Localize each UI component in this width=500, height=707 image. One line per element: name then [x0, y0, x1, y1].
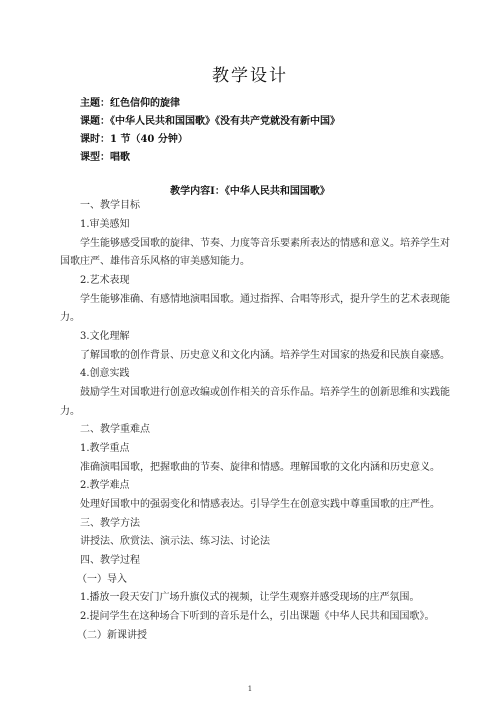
heading-objectives: 一、教学目标 — [80, 200, 140, 211]
paragraph-line: 准确演唱国歌，把握歌曲的节奏、旋律和情感。理解国歌的文化内涵和历史意义。 — [80, 462, 440, 473]
paragraph-line: 学生能够感受国歌的旋律、节奏、力度等音乐要素所表达的情感和意义。培养学生对 — [80, 238, 450, 249]
paragraph-line: 1.播放一段天安门广场升旗仪式的视频，让学生观察并感受现场的庄严氛围。 — [80, 592, 420, 603]
paragraph-line: 力。 — [60, 312, 80, 323]
heading-process: 四、教学过程 — [80, 555, 140, 566]
theme-row — [80, 94, 180, 109]
type-label: 课型： — [80, 152, 110, 163]
type-value: 唱歌 — [110, 152, 130, 163]
subheading-creative: 4.创意实践 — [80, 368, 130, 379]
hours-label: 课时： — [80, 134, 110, 145]
paragraph-line: 处理好国歌中的强弱变化和情感表达。引导学生在创意实践中尊重国歌的庄严性。 — [80, 499, 440, 510]
paragraph-line: 鼓励学生对国歌进行创意改编或创作相关的音乐作品。培养学生的创新思维和实践能 — [80, 387, 450, 398]
theme-value: 红色信仰的旋律 — [110, 98, 180, 109]
paragraph-line: 学生能够准确、有感情地演唱国歌。通过指挥、合唱等形式，提升学生的艺术表现能 — [80, 294, 450, 305]
type-row — [80, 148, 130, 163]
lesson-label: 课题： — [80, 116, 110, 127]
hours-value: 1 节（40 分钟） — [110, 134, 188, 145]
page-title: 教学设计 — [212, 66, 288, 86]
paragraph-line: 2.提问学生在这种场合下听到的音乐是什么，引出课题《中华人民共和国国歌》。 — [80, 611, 435, 622]
subheading-difficulty: 2.教学难点 — [80, 480, 130, 491]
subheading-new-lesson: （二）新课讲授 — [77, 630, 147, 641]
paragraph-line: 讲授法、欣赏法、演示法、练习法、讨论法 — [80, 536, 270, 547]
heading-methods: 三、教学方法 — [80, 518, 140, 529]
subheading-focus: 1.教学重点 — [80, 443, 130, 454]
paragraph-line: 了解国歌的创作背景、历史意义和文化内涵。培养学生对国家的热爱和民族自豪感。 — [80, 350, 450, 361]
lesson-value: 《中华人民共和国国歌》《没有共产党就没有新中国》 — [110, 116, 340, 127]
page-number: 1 — [247, 685, 253, 693]
theme-label: 主题： — [80, 98, 110, 109]
heading-key-points: 二、教学重难点 — [80, 424, 150, 435]
subheading-culture: 3.文化理解 — [80, 331, 130, 342]
hours-row — [80, 130, 188, 145]
paragraph-line: 国歌庄严、雄伟音乐风格的审美感知能力。 — [60, 256, 250, 267]
subheading-expression: 2.艺术表现 — [80, 275, 130, 286]
subheading-aesthetic: 1.审美感知 — [80, 219, 130, 230]
subheading-intro: （一）导入 — [77, 574, 127, 585]
lesson-row — [80, 112, 340, 127]
content-section-title: 教学内容Ⅰ：《中华人民共和国国歌》 — [170, 186, 330, 197]
paragraph-line: 力。 — [60, 406, 80, 417]
